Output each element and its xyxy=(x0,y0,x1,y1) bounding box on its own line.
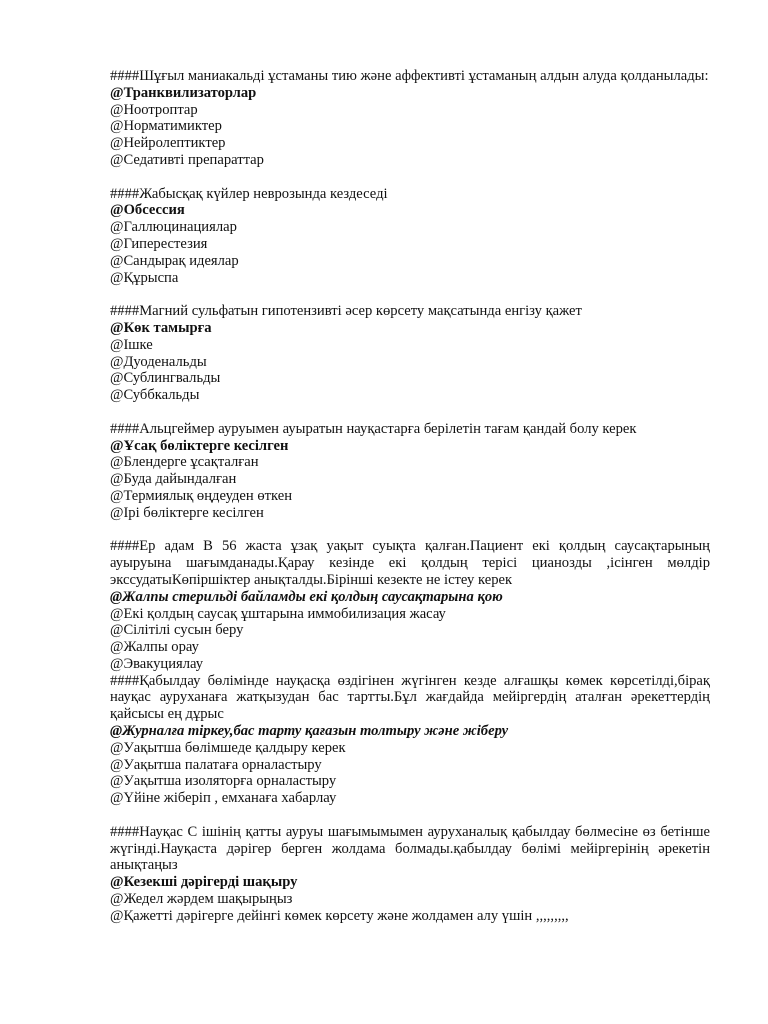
answer-option: @Уақытша палатаға орналастыру xyxy=(110,756,322,773)
answer-option: @Ішке xyxy=(110,336,153,353)
question-text: ####Альцгеймер ауруымен ауыратын науқастарға берілетін тағам қандай болу керек xyxy=(110,420,637,437)
answer-option: @Қажетті дәрігерге дейінгі көмек көрсету және жолдамен алу үшін ,,,,,,,,, xyxy=(110,907,569,924)
answer-option: @Норматимиктер xyxy=(110,118,222,135)
answer-option: @Дуоденальды xyxy=(110,353,207,370)
answer-option: @Блендерге ұсақталған xyxy=(110,454,259,471)
correct-answer: @Көк тамырға xyxy=(110,319,212,336)
question-text: ####Шұғыл маниакальді ұстаманы тию және аффективті ұстаманың алдын алуда қолданылады: xyxy=(110,68,709,84)
answer-option: @Нейролептиктер xyxy=(110,135,226,152)
question-block xyxy=(110,538,710,672)
question-text: ####Жабысқақ күйлер неврозында кездеседі xyxy=(110,185,388,202)
question-text: ####Науқас С ішінің қатты ауруы шағымымымен ауруханалық қабылдау бөлмесіне өз бетінше жүгінді.Науқаста дәрігер берген жолдама болмады.қабылдау бөлімі мейіргерінің әрекетін анықтаңыз xyxy=(110,823,710,874)
quiz-text xyxy=(110,68,710,925)
answer-option: @Гиперестезия xyxy=(110,235,208,252)
answer-option: @Галлюцинациялар xyxy=(110,219,237,236)
correct-answer: @Журналға тіркеу,бас тарту қағазын толтыру және жіберу xyxy=(110,723,509,740)
answer-option: @Сандырақ идеялар xyxy=(110,252,239,269)
correct-answer: @Жалпы стерильді байламды екі қолдың саусақтарына қою xyxy=(110,588,503,605)
answer-option: @Буда дайындалған xyxy=(110,471,237,488)
answer-option: @Уақытша изоляторға орналастыру xyxy=(110,773,337,790)
answer-option: @Ірі бөліктерге кесілген xyxy=(110,504,264,521)
answer-option: @Ноотроптар xyxy=(110,101,198,118)
answer-option: @Сублингвальды xyxy=(110,370,221,387)
answer-option: @Эвакуциялау xyxy=(110,655,204,672)
answer-option: @Седативті препараттар xyxy=(110,151,264,168)
question-block xyxy=(110,186,710,287)
question-block xyxy=(110,68,710,169)
correct-answer: @Ұсақ бөліктерге кесілген xyxy=(110,437,289,454)
question-text: ####Қабылдау бөлімінде науқасқа өздігінен жүгінген кезде алғашқы көмек көрсетілді,бірақ науқас ауруханаға жатқызудан бас тартты.Бұл жағдайда мейіргердің аталған әрекеттердің қайсысы ең дұрыс xyxy=(110,672,710,723)
question-block xyxy=(110,824,710,925)
answer-option: @Уақытша бөлімшеде қалдыру керек xyxy=(110,739,346,756)
answer-option: @Жалпы орау xyxy=(110,639,199,656)
question-text: ####Магний сульфатын гипотензивті әсер көрсету мақсатында енгізу қажет xyxy=(110,303,582,320)
correct-answer: @Обсессия xyxy=(110,202,185,219)
answer-option: @Үйіне жіберіп , емханаға хабарлау xyxy=(110,790,337,807)
answer-option: @Термиялық өңдеуден өткен xyxy=(110,487,293,504)
correct-answer: @Транквилизаторлар xyxy=(110,84,257,101)
correct-answer: @Кезекші дәрігерді шақыру xyxy=(110,874,298,891)
answer-option: @Жедел жәрдем шақырыңыз xyxy=(110,891,293,908)
question-block xyxy=(110,303,710,404)
question-block xyxy=(110,421,710,522)
answer-option: @Суббкальды xyxy=(110,387,200,404)
answer-option: @Екі қолдың саусақ ұштарына иммобилизация жасау xyxy=(110,605,446,622)
question-block xyxy=(110,673,710,807)
answer-option: @Сілітілі сусын беру xyxy=(110,622,244,639)
answer-option: @Құрыспа xyxy=(110,269,179,286)
question-text: ####Ер адам В 56 жаста ұзақ уақыт суықта қалған.Пациент екі қолдың саусақтарының ауыруына шағымданады.Қарау кезінде екі қолдың терісі цианозды ,ісінген мөлдір экссудатыКөпіршіктер анықталды.Бірінші кезекте не істеу керек xyxy=(110,538,710,588)
